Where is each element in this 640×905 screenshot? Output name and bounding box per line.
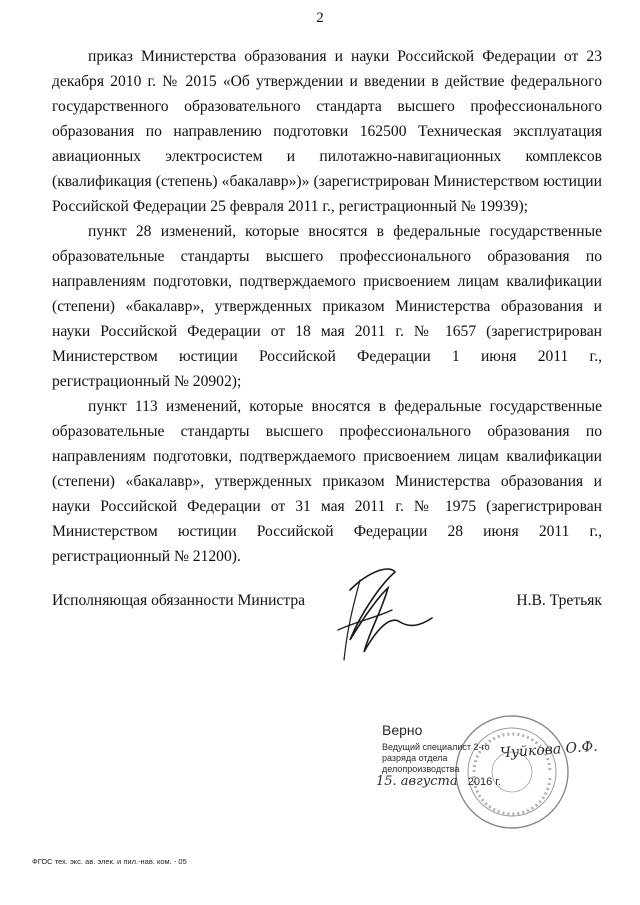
paragraph-item-28: пункт 28 изменений, которые вносятся в федеральные государственные образовательные стандарты высшего профессионального образования по направлениям подготовки, подтверждаемого присвоением лицам квалификации (степени) «бакалавр», утвержденных приказом Министерства образования и науки Российской Федерации от 18 мая 2011 г. № 1657 (зарегистрирован Министерством юстиции Российской Федерации 1 июня 2011 г., регистрационный № 20902); xyxy=(52,223,602,390)
certification-year: 2016 г. xyxy=(467,776,501,788)
paragraph-order-2015: приказ Министерства образования и науки Российской Федерации от 23 декабря 2010 г. № 2015 «Об утверждении и введении в действие федерального государственного образовательного стандарта высшего профессионального образования по направлению подготовки 162500 Техническая эксплуатация авиационных электросистем и пилотажно-навигационных комплексов (квалификация (степень) «бакалавр»)» (зарегистрирован Министерством юстиции Российской Федерации 25 февраля 2011 г., регистрационный № 19939); xyxy=(52,48,602,215)
certification-position: Ведущий специалист 2-го разряда отдела делопроизводства xyxy=(382,742,490,774)
signatory-name: Н.В. Третьяк xyxy=(516,592,602,609)
certification-date-handwritten: 15. августа xyxy=(376,774,458,789)
signature-row xyxy=(52,592,602,618)
signatory-title: Исполняющая обязанности Министра xyxy=(52,592,306,609)
document-body xyxy=(52,44,602,569)
certification-verno: Верно xyxy=(382,722,423,738)
footer-code: ФГОС тех. экс. ав. элек. и пил.-нав. ком. - 05 xyxy=(32,857,187,866)
page-number: 2 xyxy=(316,10,324,26)
certification-date xyxy=(376,774,501,789)
certification-handwritten-name: Чуйкова О.Ф. xyxy=(499,738,599,762)
paragraph-item-113: пункт 113 изменений, которые вносятся в федеральные государственные образовательные стандарты высшего профессионального образования по направлениям подготовки, подтверждаемого присвоением лицам квалификации (степени) «бакалавр», утвержденных приказом Министерства образования и науки Российской Федерации от 31 мая 2011 г. № 1975 (зарегистрирован Министерством юстиции Российской Федерации 28 июня 2011 г., регистрационный № 21200). xyxy=(52,398,602,565)
certification-block xyxy=(376,722,616,832)
